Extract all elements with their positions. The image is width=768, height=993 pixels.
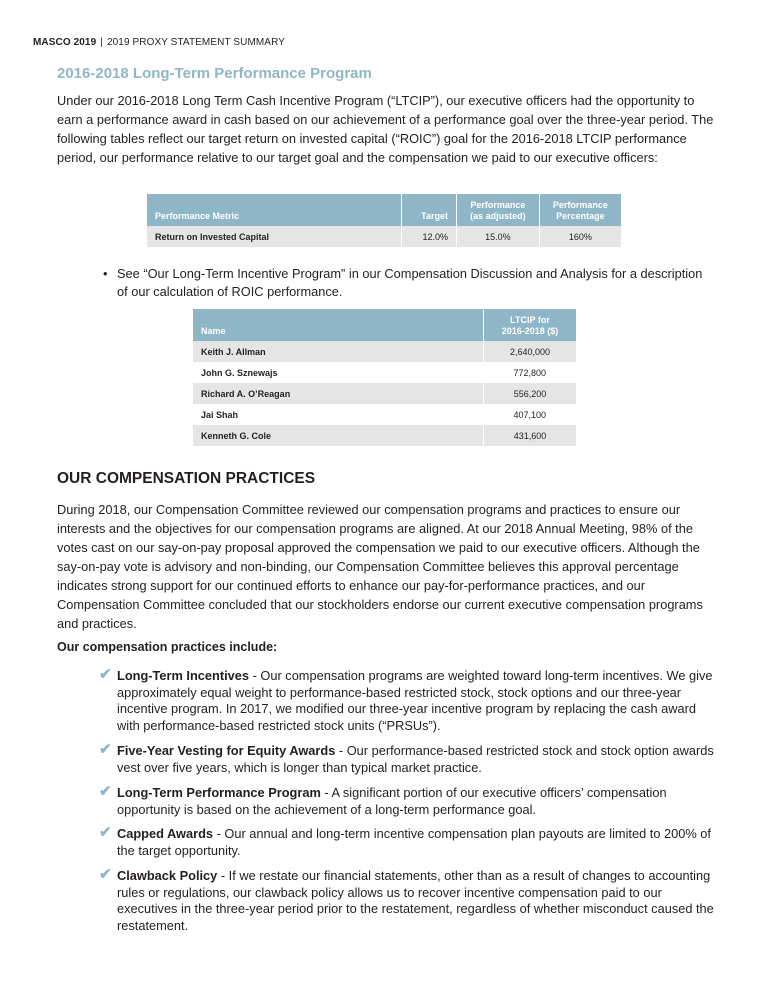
practice-item: ✔ Five-Year Vesting for Equity Awards - Our performance-based restricted stock and stock option awards vest over five years, which is longer than typical market practice. <box>99 741 714 775</box>
value-cell: 772,800 <box>484 362 577 383</box>
practice-item: ✔ Clawback Policy - If we restate our financial statements, other than as a result of changes to accounting rules or regulations, our clawback policy allows us to recover incentive compensation paid to our executives in the three-year period prior to the restatement, regardless of whether misconduct caused the restatement. <box>99 866 714 933</box>
payout-table <box>193 309 576 446</box>
checkmark-icon: ✔ <box>99 824 112 841</box>
value-cell: 407,100 <box>484 404 577 425</box>
col-header-name: Name <box>193 309 484 341</box>
col-header-percentage: Performance Percentage <box>539 194 621 226</box>
checkmark-icon: ✔ <box>99 866 112 883</box>
value-cell: 2,640,000 <box>484 341 577 362</box>
page-header <box>33 37 285 48</box>
table-row <box>193 383 576 404</box>
practice-item: ✔ Capped Awards - Our annual and long-term incentive compensation plan payouts are limited to 200% of the target opportunity. <box>99 824 711 858</box>
ltpp-intro: Under our 2016-2018 Long Term Cash Incentive Program (“LTCIP”), our executive officers had the opportunity to earn a performance award in cash based on our achievement of a performance goal over the three-year period. The following tables reflect our target return on invested capital (“ROIC”) goal for the 2016-2018 LTCIP performance period, our performance relative to our target goal and the compensation we paid to our executive officers: <box>57 93 714 165</box>
name-cell: Kenneth G. Cole <box>193 425 484 446</box>
practices-title: OUR COMPENSATION PRACTICES <box>57 470 316 487</box>
percentage-cell: 160% <box>539 226 621 247</box>
roic-note: • See “Our Long-Term Incentive Program” in our Compensation Discussion and Analysis for a description of our calculation of ROIC performance. <box>103 266 703 299</box>
practices-list-heading: Our compensation practices include: <box>57 640 278 654</box>
table-row <box>193 404 576 425</box>
metric-cell: Return on Invested Capital <box>147 226 402 247</box>
name-cell: Richard A. O’Reagan <box>193 383 484 404</box>
metric-table <box>147 194 621 247</box>
name-cell: Jai Shah <box>193 404 484 425</box>
col-header-ltcip: LTCIP for 2016-2018 ($) <box>484 309 577 341</box>
col-header-performance: Performance (as adjusted) <box>457 194 540 226</box>
checkmark-icon: ✔ <box>99 741 112 758</box>
checkmark-icon: ✔ <box>99 783 112 800</box>
ltpp-title: 2016-2018 Long-Term Performance Program <box>57 65 372 82</box>
value-cell: 556,200 <box>484 383 577 404</box>
name-cell: John G. Sznewajs <box>193 362 484 383</box>
value-cell: 431,600 <box>484 425 577 446</box>
performance-cell: 15.0% <box>457 226 540 247</box>
col-header-target: Target <box>402 194 457 226</box>
bullet-icon: • <box>103 266 108 281</box>
name-cell: Keith J. Allman <box>193 341 484 362</box>
table-row <box>193 362 576 383</box>
table-row <box>193 425 576 446</box>
practice-item: ✔ Long-Term Performance Program - A significant portion of our executive officers’ compensation opportunity is based on the achievement of a long-term performance goal. <box>99 783 667 817</box>
brand-label: MASCO 2019 <box>33 37 97 48</box>
col-header-metric: Performance Metric <box>147 194 402 226</box>
table-row <box>147 226 621 247</box>
practice-item: ✔ Long-Term Incentives - Our compensation programs are weighted toward long-term incentives. We give approximately equal weight to performance-based restricted stock, stock options and our three-year incentive program. In 2017, we modified our three-year incentive program by replacing the cash award with performance-based restricted stock units (“PRSUs”). <box>99 666 713 733</box>
doc-title: 2019 PROXY STATEMENT SUMMARY <box>106 37 285 48</box>
header-separator: | <box>100 37 103 48</box>
target-cell: 12.0% <box>402 226 457 247</box>
practices-intro: During 2018, our Compensation Committee reviewed our compensation programs and practices to ensure our interests and the objectives for our compensation programs are aligned. At our 2018 Annual Meeting, 98% of the votes cast on our say-on-pay proposal approved the compensation we paid to our executive officers. Although the say-on-pay vote is advisory and non-binding, our Compensation Committee believes this approval percentage indicates strong support for our continued efforts to enhance our pay-for-performance practices, and our Compensation Committee concluded that our stockholders endorse our current executive compensation programs and practices. <box>57 502 703 631</box>
table-row <box>193 341 576 362</box>
checkmark-icon: ✔ <box>99 666 112 683</box>
